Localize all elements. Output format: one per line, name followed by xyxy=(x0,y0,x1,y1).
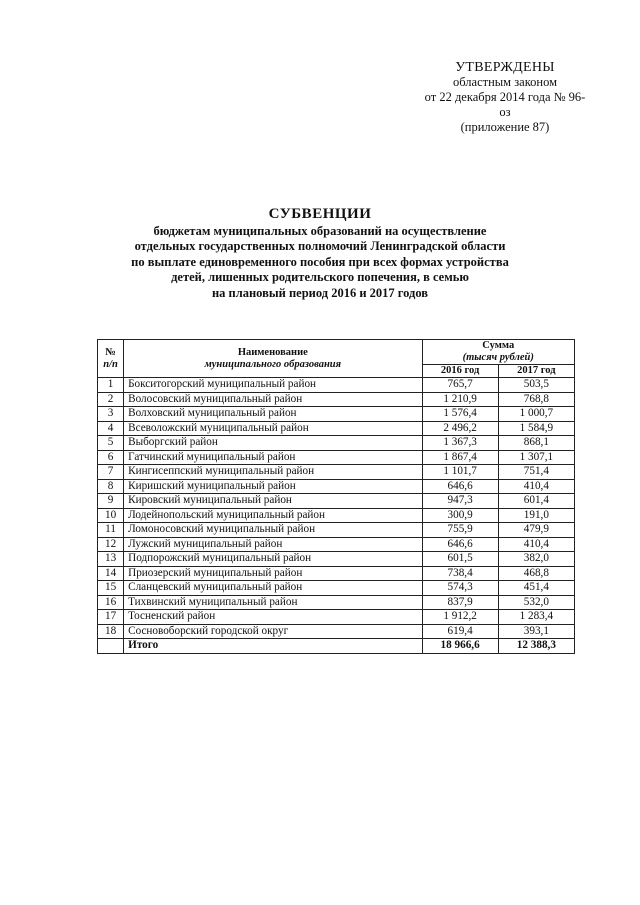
row-value-2017: 1 000,7 xyxy=(498,407,574,422)
document-title xyxy=(80,207,560,301)
row-municipality-name: Киришский муниципальный район xyxy=(124,479,422,494)
row-value-2016: 601,5 xyxy=(422,552,498,567)
row-value-2016: 765,7 xyxy=(422,378,498,393)
row-value-2016: 1 576,4 xyxy=(422,407,498,422)
row-value-2017: 410,4 xyxy=(498,537,574,552)
row-municipality-name: Тосненский район xyxy=(124,610,422,625)
row-number: 18 xyxy=(98,624,124,639)
row-municipality-name: Подпорожский муниципальный район xyxy=(124,552,422,567)
table-row xyxy=(98,494,575,509)
row-number: 14 xyxy=(98,566,124,581)
row-number: 10 xyxy=(98,508,124,523)
row-number: 1 xyxy=(98,378,124,393)
subsidy-table xyxy=(97,339,575,654)
total-row xyxy=(98,639,575,654)
row-municipality-name: Ломоносовский муниципальный район xyxy=(124,523,422,538)
table-row xyxy=(98,407,575,422)
row-value-2016: 574,3 xyxy=(422,581,498,596)
total-label: Итого xyxy=(124,639,422,654)
row-number: 4 xyxy=(98,421,124,436)
header-name xyxy=(124,340,422,378)
row-value-2017: 451,4 xyxy=(498,581,574,596)
header-sum-line1: Сумма xyxy=(482,340,515,351)
approval-law-line: областным законом xyxy=(452,75,557,89)
table-row xyxy=(98,537,575,552)
row-number: 2 xyxy=(98,392,124,407)
row-municipality-name: Волховский муниципальный район xyxy=(124,407,422,422)
approval-heading: УТВЕРЖДЕНЫ xyxy=(455,60,555,75)
row-municipality-name: Сланцевский муниципальный район xyxy=(124,581,422,596)
row-value-2017: 393,1 xyxy=(498,624,574,639)
row-value-2017: 503,5 xyxy=(498,378,574,393)
table-row xyxy=(98,436,575,451)
row-municipality-name: Волосовский муниципальный район xyxy=(124,392,422,407)
row-value-2016: 1 210,9 xyxy=(422,392,498,407)
table-row xyxy=(98,595,575,610)
table-row xyxy=(98,523,575,538)
table-row xyxy=(98,552,575,567)
row-value-2016: 1 367,3 xyxy=(422,436,498,451)
approval-stamp xyxy=(420,60,590,135)
table-body xyxy=(98,378,575,654)
header-name-line1: Наименование xyxy=(237,346,308,358)
title-line-3: по выплате единовременного пособия при всех формах устройства xyxy=(131,254,509,269)
row-value-2017: 768,8 xyxy=(498,392,574,407)
row-value-2017: 532,0 xyxy=(498,595,574,610)
table-row xyxy=(98,581,575,596)
row-municipality-name: Приозерский муниципальный район xyxy=(124,566,422,581)
title-line-1: бюджетам муниципальных образований на осуществление xyxy=(153,223,487,238)
row-number: 17 xyxy=(98,610,124,625)
row-value-2017: 751,4 xyxy=(498,465,574,480)
row-value-2016: 947,3 xyxy=(422,494,498,509)
row-municipality-name: Гатчинский муниципальный район xyxy=(124,450,422,465)
header-sum-line2: (тысяч рублей) xyxy=(462,352,534,363)
table-row xyxy=(98,378,575,393)
row-value-2016: 755,9 xyxy=(422,523,498,538)
table-row xyxy=(98,624,575,639)
row-number: 5 xyxy=(98,436,124,451)
row-number: 9 xyxy=(98,494,124,509)
row-municipality-name: Кировский муниципальный район xyxy=(124,494,422,509)
table-row xyxy=(98,508,575,523)
row-value-2017: 1 584,9 xyxy=(498,421,574,436)
row-municipality-name: Лужский муниципальный район xyxy=(124,537,422,552)
header-sum xyxy=(422,340,575,365)
table-row xyxy=(98,610,575,625)
row-municipality-name: Лодейнопольский муниципальный район xyxy=(124,508,422,523)
approval-date-line: от 22 декабря 2014 года № 96-оз xyxy=(424,90,586,119)
row-value-2017: 382,0 xyxy=(498,552,574,567)
approval-appendix-line: (приложение 87) xyxy=(460,120,550,134)
row-municipality-name: Всеволожский муниципальный район xyxy=(124,421,422,436)
title-main: СУБВЕНЦИИ xyxy=(268,206,372,222)
row-value-2016: 738,4 xyxy=(422,566,498,581)
row-value-2017: 410,4 xyxy=(498,479,574,494)
row-value-2017: 601,4 xyxy=(498,494,574,509)
row-municipality-name: Выборгский район xyxy=(124,436,422,451)
header-year-2016: 2016 год xyxy=(422,365,498,378)
table-row xyxy=(98,465,575,480)
row-value-2017: 868,1 xyxy=(498,436,574,451)
row-number: 3 xyxy=(98,407,124,422)
row-number: 15 xyxy=(98,581,124,596)
header-num-line1: № xyxy=(105,346,116,358)
row-value-2016: 619,4 xyxy=(422,624,498,639)
row-value-2016: 2 496,2 xyxy=(422,421,498,436)
total-value-2017: 12 388,3 xyxy=(498,639,574,654)
table-row xyxy=(98,450,575,465)
title-line-2: отдельных государственных полномочий Ленинградской области xyxy=(134,239,506,253)
row-value-2016: 646,6 xyxy=(422,537,498,552)
title-line-4: детей, лишенных родительского попечения, в семью xyxy=(171,270,469,284)
row-number: 8 xyxy=(98,479,124,494)
row-municipality-name: Тихвинский муниципальный район xyxy=(124,595,422,610)
row-value-2016: 1 912,2 xyxy=(422,610,498,625)
row-number: 11 xyxy=(98,523,124,538)
total-value-2016: 18 966,6 xyxy=(422,639,498,654)
row-value-2016: 1 101,7 xyxy=(422,465,498,480)
title-line-5: на плановый период 2016 и 2017 годов xyxy=(211,285,429,300)
header-num-line2: п/п xyxy=(103,358,118,370)
total-number xyxy=(98,639,124,654)
row-number: 16 xyxy=(98,595,124,610)
table-row xyxy=(98,566,575,581)
row-number: 13 xyxy=(98,552,124,567)
row-value-2016: 837,9 xyxy=(422,595,498,610)
row-value-2017: 479,9 xyxy=(498,523,574,538)
row-municipality-name: Бокситогорский муниципальный район xyxy=(124,378,422,393)
row-number: 6 xyxy=(98,450,124,465)
row-municipality-name: Кингисеппский муниципальный район xyxy=(124,465,422,480)
table-row xyxy=(98,421,575,436)
row-number: 7 xyxy=(98,465,124,480)
row-value-2017: 1 283,4 xyxy=(498,610,574,625)
row-value-2016: 646,6 xyxy=(422,479,498,494)
header-name-line2: муниципального образования xyxy=(204,358,342,370)
header-year-2017: 2017 год xyxy=(498,365,574,378)
header-num xyxy=(98,340,124,378)
row-municipality-name: Сосновоборский городской округ xyxy=(124,624,422,639)
table-row xyxy=(98,392,575,407)
row-value-2016: 300,9 xyxy=(422,508,498,523)
row-number: 12 xyxy=(98,537,124,552)
table-row xyxy=(98,479,575,494)
row-value-2017: 1 307,1 xyxy=(498,450,574,465)
row-value-2016: 1 867,4 xyxy=(422,450,498,465)
row-value-2017: 191,0 xyxy=(498,508,574,523)
row-value-2017: 468,8 xyxy=(498,566,574,581)
